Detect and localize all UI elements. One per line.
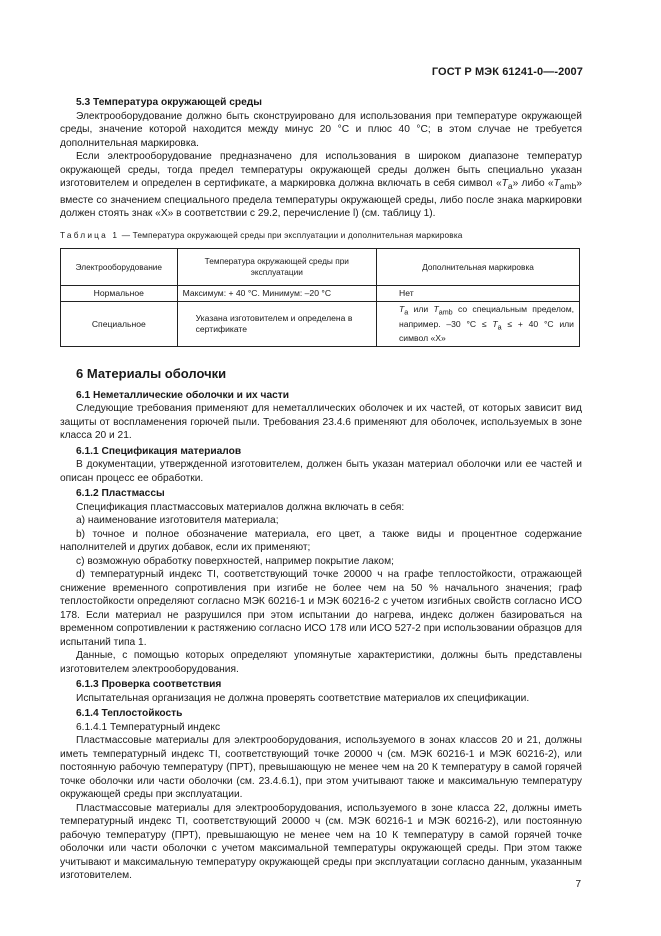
table-cell: Нет bbox=[377, 286, 580, 302]
page-content bbox=[60, 94, 582, 883]
section-6-1-4-1-paragraph-2: Пластмассовые материалы для электрооборудования, используемого в зоне класса 22, должны иметь температурный индекс TI, соответствующий 20000 ч (см. МЭК 60216-1 и МЭК 60216-2), или постоянную рабочую температуру (ПРТ), превышающую не менее чем на 10 К температуру в самой горячей точке оболочки или части оболочки с учетом максимальной температуры окружающей среды. При этом также учитывают и максимальную температуру окружающей среды при эксплуатации согласно данным, указанным изготовителем. bbox=[60, 802, 582, 882]
symbol-ta: T bbox=[492, 318, 498, 329]
symbol-ta: T bbox=[399, 304, 405, 315]
table-cell: Нормальное bbox=[61, 286, 178, 302]
symbol-ta-sub: a bbox=[497, 323, 502, 332]
section-6-1-1-title: 6.1.1 Спецификация материалов bbox=[76, 445, 242, 457]
cell-text: со специальным пределом, например. –30 °С ≤ bbox=[399, 304, 575, 329]
table-1 bbox=[60, 248, 580, 347]
table-cell: Максимум: + 40 °С. Минимум: –20 °С bbox=[177, 286, 376, 302]
table-1-caption bbox=[60, 229, 582, 243]
list-item-d: d) температурный индекс TI, соответствующий точке 20000 ч на графе теплостойкости, отражающей снижение временного сопротивления при изгибе не более чем на 50 % начального значения; граф теплостойкости определяют согласно МЭК 60216-1 и МЭК 60216-2 с учетом изгибных свойств согласно ИСО 178. Если материал не разрушился при этом испытании до нагрева, индекс должен базироваться на временном сопротивлении к растяжению согласно ИСО 178 или ИСО 527-2 при использовании образцов для испытаний типа 1. bbox=[60, 569, 582, 648]
p2-part-a: Если электрооборудование предназначено для использования в широком диапазоне температур окружающей среды, тогда предел температуры окружающей среды должен быть специально указан изготовителем и определен в сертификате, а маркировка должна включать в себя символ « bbox=[60, 151, 582, 189]
section-6-1-4-1-title: 6.1.4.1 Температурный индекс bbox=[76, 721, 221, 733]
table-cell: Специальное bbox=[61, 302, 178, 347]
section-6-1-2-paragraph-2: Данные, с помощью которых определяют упомянутые характеристики, должны быть представлены изготовителем электрооборудования. bbox=[60, 650, 582, 675]
section-6-1-4-1-paragraph-1: Пластмассовые материалы для электрооборудования, используемого в зонах классов 20 и 21, должны иметь температурный индекс TI, соответствующий точке 20000 ч (см. МЭК 60216-1 и МЭК 60216-2), или постоянную рабочую температуру (ПРТ), превышающую не менее чем на 20 К температуру в самой горячей точке оболочки или части оболочки (см. 23.4.6.1), при этом учитывают также и максимальную температуру окружающей среды при эксплуатации. bbox=[60, 735, 582, 801]
symbol-ta-sub: a bbox=[507, 181, 513, 192]
symbol-tamb: T bbox=[433, 304, 439, 315]
table-cell-special-marking bbox=[377, 302, 580, 347]
section-5-3-title: 5.3 Температура окружающей среды bbox=[76, 97, 262, 108]
section-6-1-paragraph: Следующие требования применяют для неметаллических оболочек и их частей, от которых зависит вид защиты от воспламенения горючей пыли. Требования 23.4.6 применяют для оболочек, используемых в зоне класса 20 и 21. bbox=[60, 403, 582, 442]
section-6-1-title: 6.1 Неметаллические оболочки и их части bbox=[76, 389, 290, 401]
document-header: ГОСТ Р МЭК 61241-0—-2007 bbox=[431, 66, 583, 78]
section-5-3-paragraph-2 bbox=[60, 150, 582, 221]
table-header-row bbox=[61, 249, 580, 286]
section-6-1-4-title: 6.1.4 Теплостойкость bbox=[76, 708, 183, 720]
p2-part-b: » либо « bbox=[512, 178, 554, 189]
table-header-equipment: Электрооборудование bbox=[61, 249, 178, 286]
section-6-1-2-intro: Спецификация пластмассовых материалов должна включать в себя: bbox=[76, 501, 405, 513]
page-number: 7 bbox=[575, 879, 581, 890]
cell-text: или bbox=[408, 304, 434, 315]
cell-text: ≤ + 40 °С или символ «Х» bbox=[399, 318, 574, 344]
section-6-1-3-title: 6.1.3 Проверка соответствия bbox=[76, 679, 222, 691]
list-item-a: a) наименование изготовителя материала; bbox=[76, 515, 279, 527]
symbol-ta: T bbox=[501, 178, 508, 189]
section-6-1-3-paragraph: Испытательная организация не должна проверять соответствие материалов их спецификации. bbox=[76, 692, 530, 704]
list-item-b: b) точное и полное обозначение материала, его цвет, а также виды и процентное содержание наполнителей и других добавок, если их применяют; bbox=[60, 528, 582, 554]
table-1-caption-rest: — Температура окружающей среды при эксплуатации и дополнительная маркировка bbox=[119, 229, 463, 240]
section-6-1-2-title: 6.1.2 Пластмассы bbox=[76, 488, 165, 500]
symbol-tamb-sub: amb bbox=[438, 308, 453, 317]
section-6-1-1-paragraph: В документации, утвержденной изготовителем, должен быть указан материал оболочки или ее частей и описан процесс ее обработки. bbox=[60, 459, 582, 484]
table-1-caption-lead: Таблица 1 bbox=[60, 229, 120, 240]
symbol-tamb: T bbox=[553, 178, 560, 189]
section-6-title: 6 Материалы оболочки bbox=[76, 366, 227, 382]
table-header-marking: Дополнительная маркировка bbox=[377, 249, 580, 286]
p2-part-c: » вместе со значением специального предела температуры окружающей среды, либо после знака маркировки должен стоять знак «Х» в соответствии с 29.2, перечисление l) (см. таблицу 1). bbox=[60, 178, 582, 220]
list-item-c: c) возможную обработку поверхностей, например покрытие лаком; bbox=[76, 555, 394, 567]
table-header-temperature: Температура окружающей среды при эксплуатации bbox=[177, 249, 376, 286]
section-5-3-paragraph-1: Электрооборудование должно быть сконструировано для использования при температуре окружающей среды, значение которой находится между минус 20 °С и плюс 40 °С; в этом случае не требуется дополнительная маркировка. bbox=[60, 110, 582, 149]
table-cell: Указана изготовителем и определена в сертификате bbox=[177, 302, 376, 347]
symbol-ta-sub: a bbox=[404, 308, 409, 317]
table-row bbox=[61, 286, 580, 302]
symbol-tamb-sub: amb bbox=[559, 181, 577, 192]
table-row bbox=[61, 302, 580, 347]
